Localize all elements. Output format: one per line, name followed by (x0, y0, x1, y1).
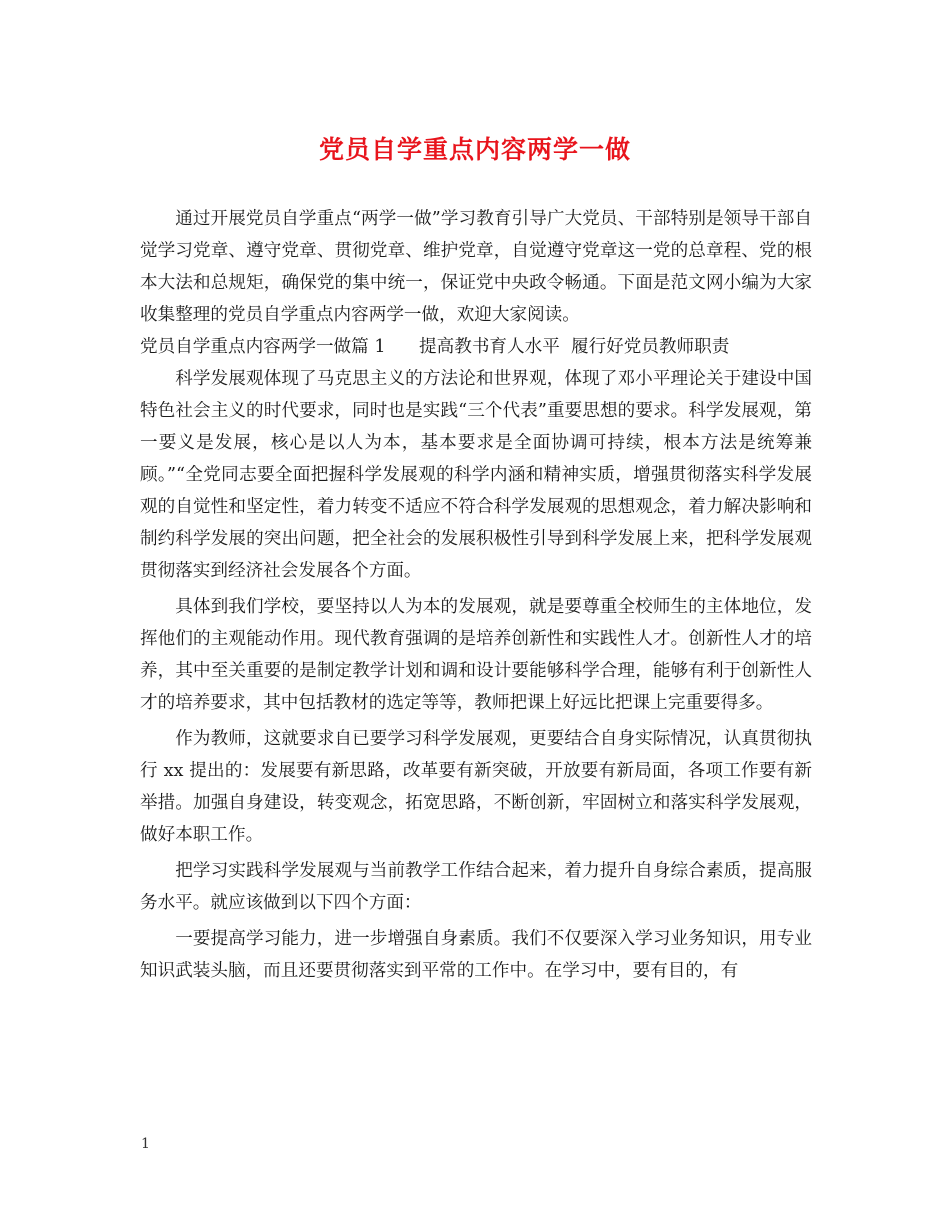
body-paragraph: 一要提高学习能力，进一步增强自身素质。我们不仅要深入学习业务知识，用专业知识武装头脑，而且还要贯彻落实到平常的工作中。在学习中，要有目的，有 (140, 929, 812, 981)
body-paragraph: 具体到我们学校，要坚持以人为本的发展观，就是要尊重全校师生的主体地位，发挥他们的主观能动作用。现代教育强调的是培养创新性和实践性人才。创新性人才的培养，其中至关重要的是制定教学计划和调和设计要能够科学合理，能够有利于创新性人才的培养要求，其中包括教材的选定等等，教师把课上好远比把课上完重要得多。 (140, 597, 812, 713)
document-body (140, 203, 812, 987)
section-heading: 党员自学重点内容两学一做篇 1 提高教书育人水平 履行好党员教师职责 (140, 337, 730, 357)
body-paragraph: 科学发展观体现了马克思主义的方法论和世界观，体现了邓小平理论关于建设中国特色社会主义的时代要求，同时也是实践“三个代表”重要思想的要求。科学发展观，第一要义是发展，核心是以人为本，基本要求是全面协调可持续，根本方法是统筹兼顾。”“全党同志要全面把握科学发展观的科学内涵和精神实质，增强贯彻落实科学发展观的自觉性和坚定性，着力转变不适应不符合科学发展观的思想观念，着力解决影响和制约科学发展的突出问题，把全社会的发展积极性引导到科学发展上来，把科学发展观贯彻落实到经济社会发展各个方面。 (140, 369, 812, 581)
body-paragraph: 作为教师，这就要求自已要学习科学发展观，更要结合自身实际情况，认真贯彻执行 xx 提出的：发展要有新思路，改革要有新突破，开放要有新局面，各项工作要有新举措。加强自身建设，转变观念，拓宽思路，不断创新，牢固树立和落实科学发展观，做好本职工作。 (140, 729, 812, 845)
body-paragraph: 把学习实践科学发展观与当前教学工作结合起来，着力提升自身综合素质，提高服务水平。就应该做到以下四个方面： (140, 861, 812, 913)
page-number: 1 (141, 1136, 150, 1152)
intro-paragraph: 通过开展党员自学重点“两学一做”学习教育引导广大党员、干部特别是领导干部自觉学习党章、遵守党章、贯彻党章、维护党章，自觉遵守党章这一党的总章程、党的根本大法和总规矩，确保党的集中统一，保证党中央政令畅通。下面是范文网小编为大家收集整理的党员自学重点内容两学一做，欢迎大家阅读。 (140, 209, 812, 325)
page-title: 党员自学重点内容两学一做 (318, 135, 631, 164)
